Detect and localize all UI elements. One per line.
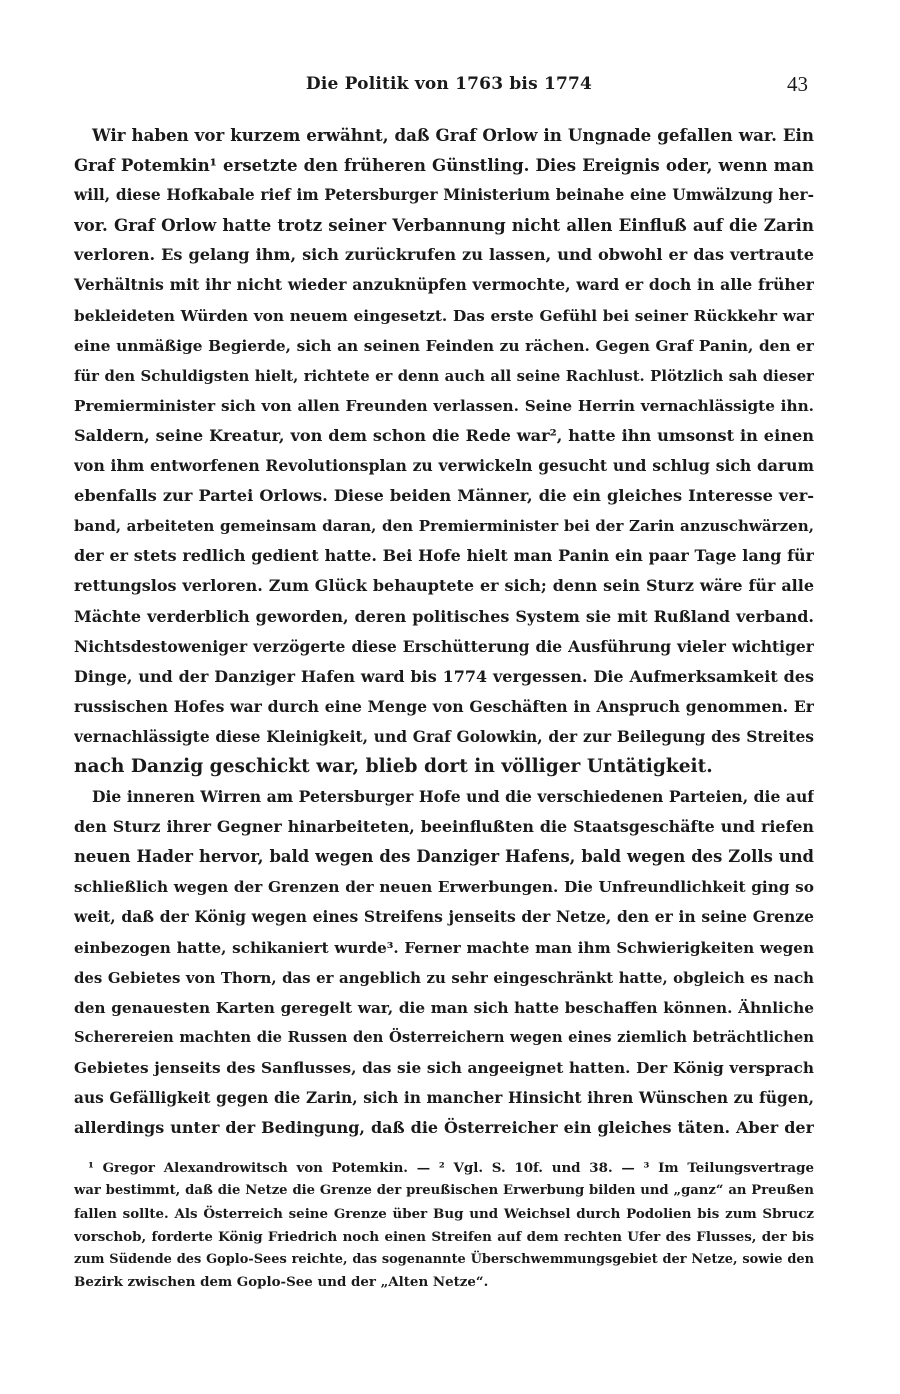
- footnote-line: war bestimmt, daß die Netze die Grenze der preußischen Erwerbung bilden und „ganz“ an Preußen: [74, 1182, 814, 1198]
- text-line: Mächte verderblich geworden, deren politisches System sie mit Rußland verband.: [74, 606, 814, 626]
- text-line: nach Danzig geschickt war, blieb dort in völliger Untätigkeit.: [74, 755, 713, 777]
- text-line: Dinge, und der Danziger Hafen ward bis 1774 vergessen. Die Aufmerksamkeit des: [74, 666, 814, 686]
- text-line: der er stets redlich gedient hatte. Bei Hofe hielt man Panin ein paar Tage lang für: [74, 546, 814, 566]
- text-line: Wir haben vor kurzem erwähnt, daß Graf Orlow in Ungnade gefallen war. Ein: [92, 125, 814, 145]
- text-line: band, arbeiteten gemeinsam daran, den Premierminister bei der Zarin anzuschwärzen,: [74, 517, 814, 536]
- text-line: eine unmäßige Begierde, sich an seinen Feinden zu rächen. Gegen Graf Panin, den er: [74, 336, 814, 355]
- text-line: Nichtsdestoweniger verzögerte diese Erschütterung die Ausführung vieler wichtiger: [74, 636, 814, 656]
- footnote-line: Bezirk zwischen dem Goplo-See und der „Alten Netze“.: [74, 1274, 489, 1291]
- body-text: [74, 120, 814, 1143]
- text-line: allerdings unter der Bedingung, daß die Österreicher ein gleiches täten. Aber der: [74, 1118, 814, 1138]
- text-line: Saldern, seine Kreatur, von dem schon die Rede war², hatte ihn umsonst in einen: [74, 425, 814, 445]
- text-line: Premierminister sich von allen Freunden verlassen. Seine Herrin vernachlässigte ihn.: [74, 396, 814, 415]
- text-line: rettungslos verloren. Zum Glück behauptete er sich; denn sein Sturz wäre für alle: [74, 576, 814, 596]
- paragraph-2: [74, 782, 814, 1143]
- text-line: von ihm entworfenen Revolutionsplan zu verwickeln gesucht und schlug sich darum: [74, 456, 814, 476]
- text-line: den genauesten Karten geregelt war, die man sich hatte beschaffen können. Ähnliche: [74, 998, 814, 1017]
- text-line: schließlich wegen der Grenzen der neuen Erwerbungen. Die Unfreundlichkeit ging so: [74, 878, 814, 897]
- running-head: [78, 68, 820, 102]
- running-title: Die Politik von 1763 bis 1774: [305, 74, 593, 94]
- text-line: Verhältnis mit ihr nicht wieder anzuknüpfen vermochte, ward er doch in alle früher: [74, 275, 814, 295]
- page-number: 43: [787, 72, 808, 96]
- text-line: neuen Hader hervor, bald wegen des Danziger Hafens, bald wegen des Zolls und: [74, 847, 814, 867]
- paragraph-1: [74, 120, 814, 782]
- text-line: einbezogen hatte, schikaniert wurde³. Ferner machte man ihm Schwierigkeiten wegen: [74, 938, 814, 957]
- text-line: vor. Graf Orlow hatte trotz seiner Verbannung nicht allen Einfluß auf die Zarin: [74, 215, 814, 236]
- text-line: russischen Hofes war durch eine Menge von Geschäften in Anspruch genommen. Er: [74, 696, 814, 716]
- text-line: Graf Potemkin¹ ersetzte den früheren Günstling. Dies Ereignis oder, wenn man: [74, 155, 814, 176]
- text-line: verloren. Es gelang ihm, sich zurückrufen zu lassen, und obwohl er das vertraute: [74, 245, 814, 265]
- text-line: Die inneren Wirren am Petersburger Hofe und die verschiedenen Parteien, die auf: [92, 787, 814, 807]
- text-line: will, diese Hofkabale rief im Petersburger Ministerium beinahe eine Umwälzung her-: [74, 186, 814, 205]
- footnote-line: ¹ Gregor Alexandrowitsch von Potemkin. — ² Vgl. S. 10f. und 38. — ³ Im Teilungsvertrage: [88, 1160, 814, 1176]
- text-line: weit, daß der König wegen eines Streifens jenseits der Netze, den er in seine Grenze: [74, 907, 814, 927]
- text-line: den Sturz ihrer Gegner hinarbeiteten, beeinflußten die Staatsgeschäfte und riefen: [74, 817, 814, 837]
- footnotes: [74, 1157, 814, 1294]
- text-line: für den Schuldigsten hielt, richtete er denn auch all seine Rachlust. Plötzlich sah dieser: [74, 366, 814, 385]
- text-line: ebenfalls zur Partei Orlows. Diese beiden Männer, die ein gleiches Interesse ver-: [74, 486, 814, 506]
- text-line: Scherereien machten die Russen den Österreichern wegen eines ziemlich beträchtlichen: [74, 1028, 814, 1046]
- footnote-line: zum Südende des Goplo-Sees reichte, das sogenannte Überschwemmungsgebiet der Netze, sowie den: [74, 1251, 814, 1267]
- text-line: Gebietes jenseits des Sanflusses, das sie sich angeeignet hatten. Der König versprach: [74, 1058, 814, 1077]
- text-line: bekleideten Würden von neuem eingesetzt. Das erste Gefühl bei seiner Rückkehr war: [74, 306, 814, 325]
- text-line: des Gebietes von Thorn, das er angeblich zu sehr eingeschränkt hatte, obgleich es nach: [74, 968, 814, 987]
- footnote-line: fallen sollte. Als Österreich seine Grenze über Bug und Weichsel durch Podolien bis zum Sbrucz: [74, 1205, 814, 1222]
- footnote-line: vorschob, forderte König Friedrich noch einen Streifen auf dem rechten Ufer des Flusses, der bis: [74, 1228, 814, 1245]
- text-line: aus Gefälligkeit gegen die Zarin, sich in mancher Hinsicht ihren Wünschen zu fügen,: [74, 1089, 814, 1107]
- text-line: vernachlässigte diese Kleinigkeit, und Graf Golowkin, der zur Beilegung des Streites: [74, 726, 814, 746]
